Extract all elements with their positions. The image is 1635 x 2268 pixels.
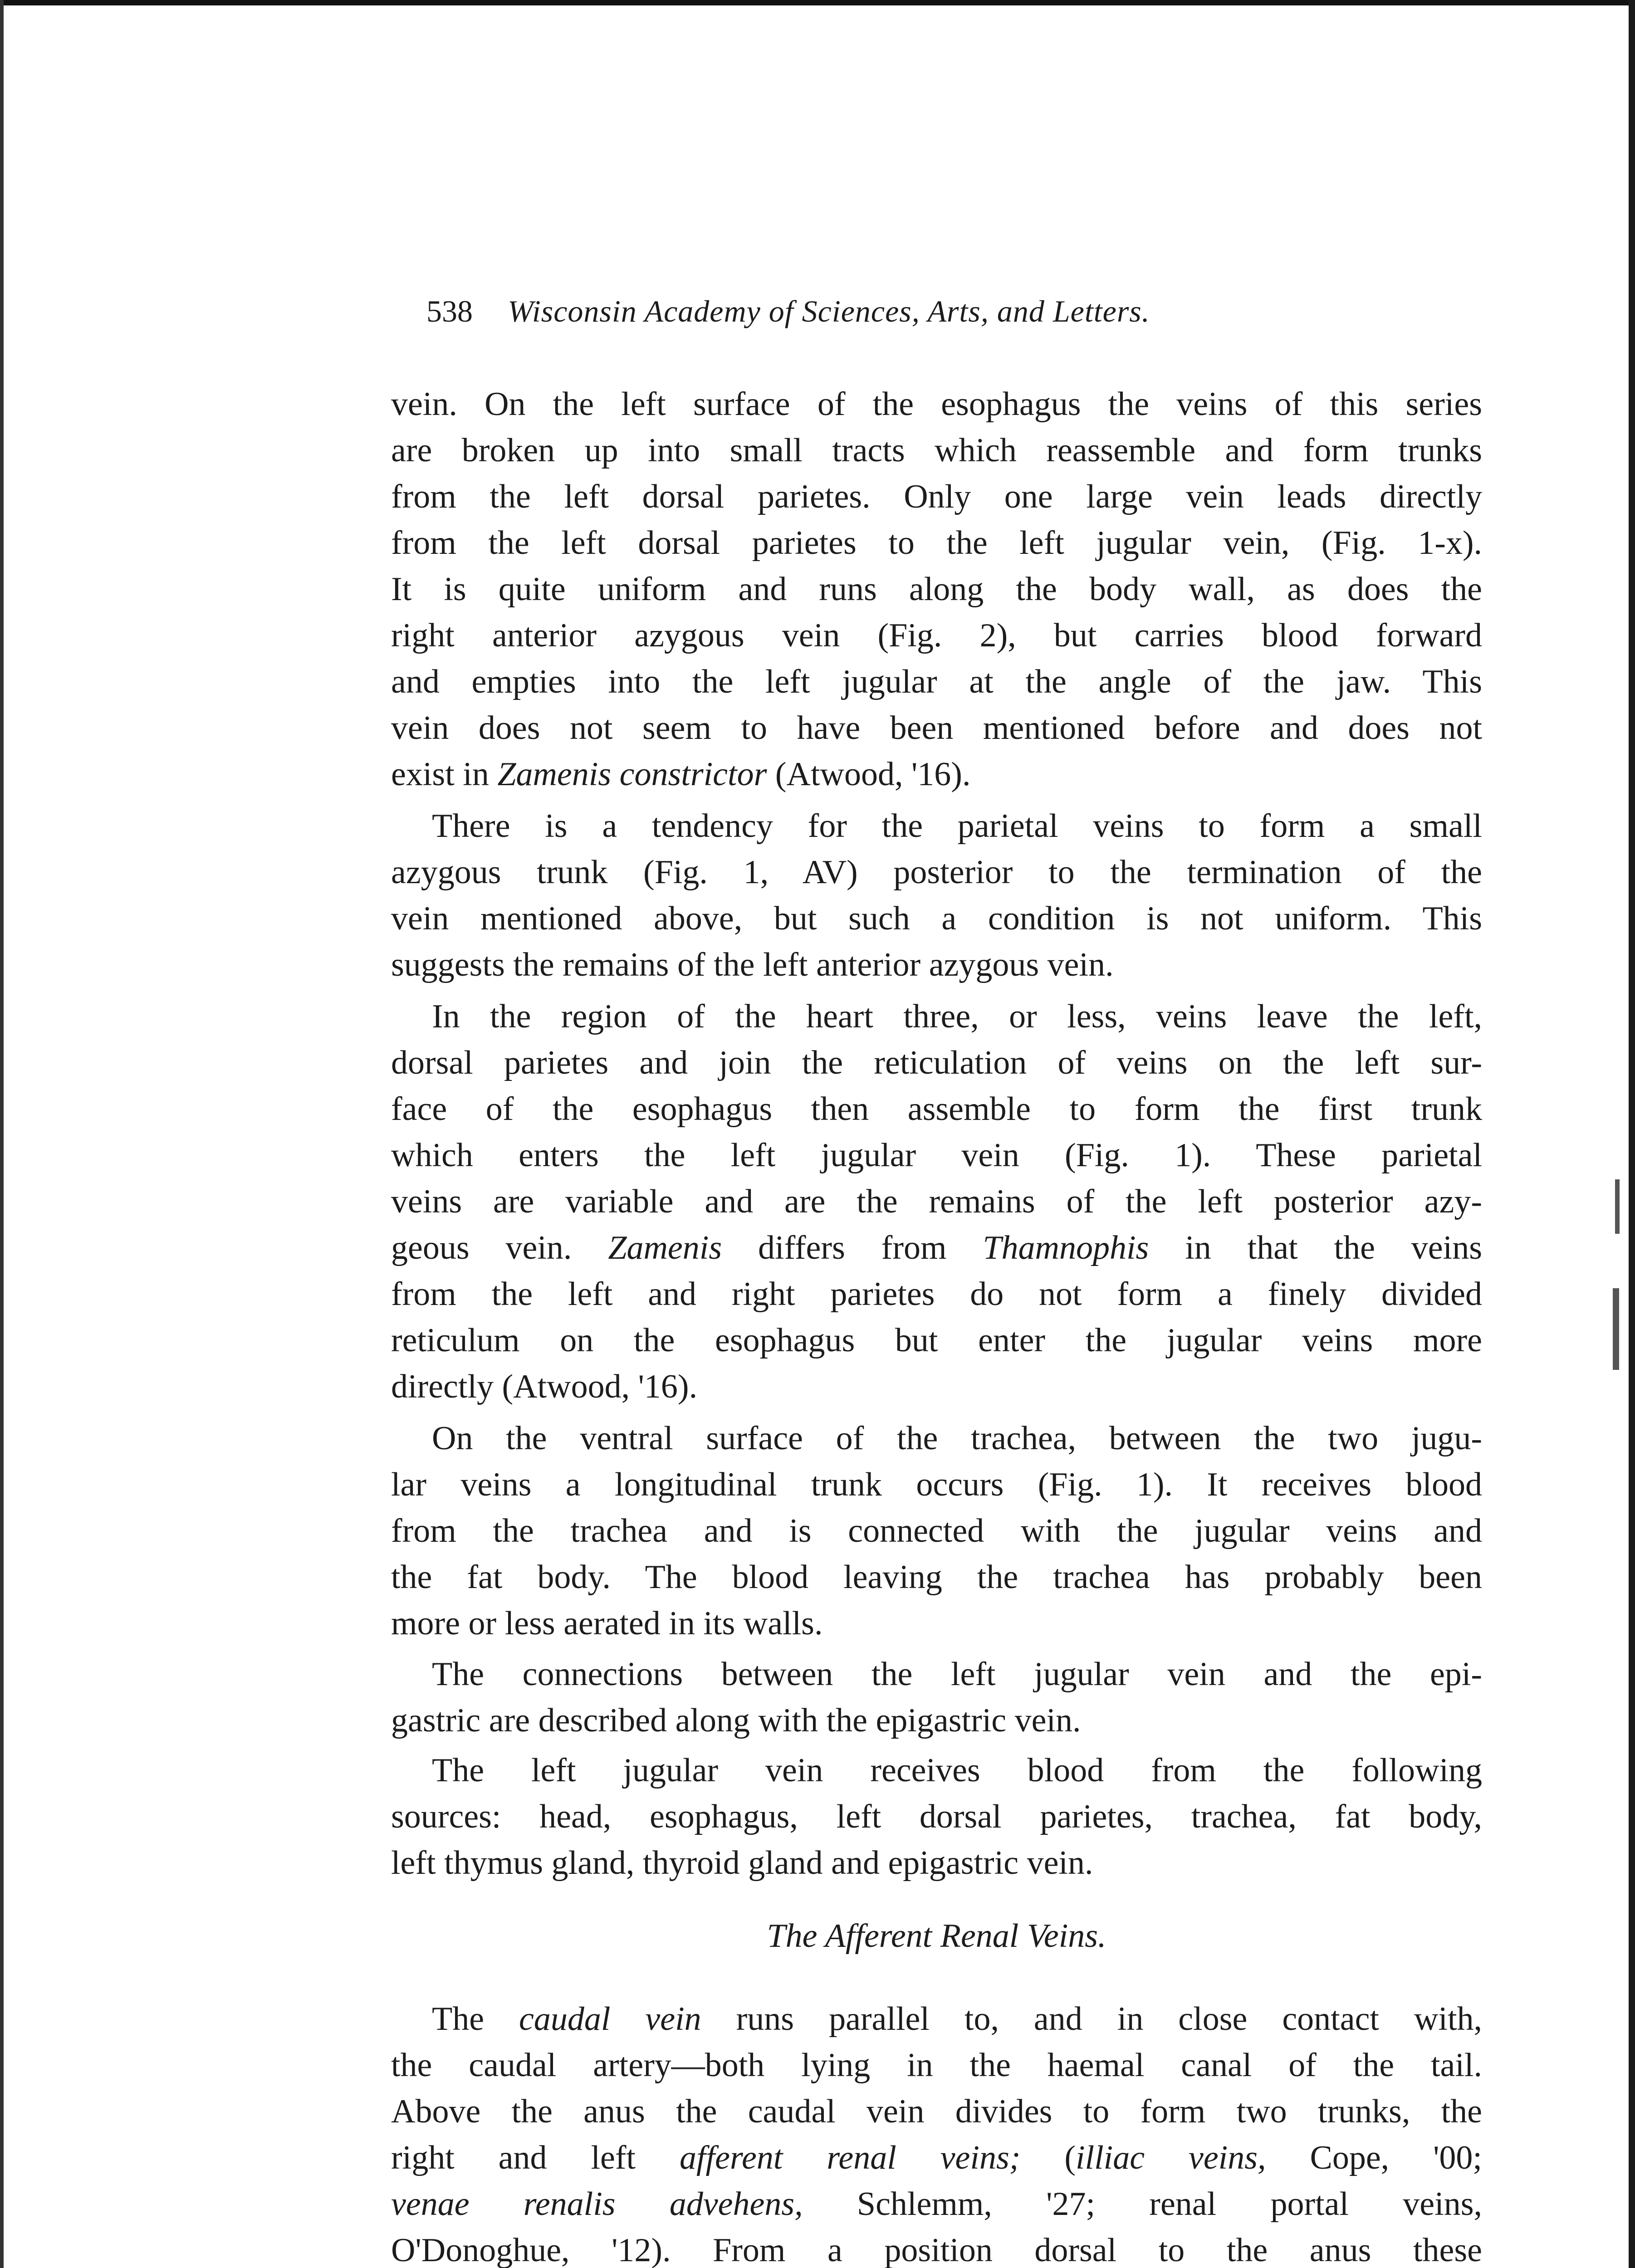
edge-mark — [1613, 1288, 1619, 1370]
text-line — [391, 751, 1482, 797]
genus-name: Thamnophis — [983, 1229, 1149, 1266]
term: illiac veins, — [1075, 2139, 1266, 2176]
text-line: sources: head, esophagus, left dorsal parietes, trachea, fat body, — [391, 1798, 1482, 1835]
species-name: Zamenis constrictor — [497, 756, 767, 793]
text-line: On the ventral surface of the trachea, between the two jugu- — [432, 1420, 1482, 1457]
text-line: dorsal parietes and join the reticulation of veins on the left sur- — [391, 1044, 1482, 1081]
text-line — [391, 2181, 1482, 2227]
text-line: reticulum on the esophagus but enter the jugular veins more — [391, 1322, 1482, 1359]
text-run: (Atwood, '16). — [767, 756, 971, 793]
text-line: Above the anus the caudal vein divides to form two trunks, the — [391, 2093, 1482, 2130]
term: venae renalis advehens, — [391, 2185, 803, 2223]
text-line: more or less aerated in its walls. — [391, 1605, 823, 1642]
text-line: The connections between the left jugular vein and the epi- — [432, 1656, 1482, 1693]
text-line: from the left dorsal parietes. Only one large vein leads directly — [391, 478, 1482, 515]
text-line: the caudal artery—both lying in the haemal canal of the tail. — [391, 2047, 1482, 2084]
text-run: The — [432, 2000, 519, 2038]
text-line: vein mentioned above, but such a condition is not uniform. This — [391, 900, 1482, 937]
text-line: gastric are described along with the epigastric vein. — [391, 1702, 1081, 1739]
text-line: The left jugular vein receives blood from the following — [432, 1752, 1482, 1789]
text-line: the fat body. The blood leaving the trachea has probably been — [391, 1559, 1482, 1596]
page-edge-right — [1629, 0, 1635, 2268]
text-line: vein does not seem to have been mentioned before and does not — [391, 709, 1482, 747]
text-run: ( — [1020, 2139, 1076, 2176]
running-header — [426, 288, 1533, 334]
text-line: face of the esophagus then assemble to form the first trunk — [391, 1090, 1482, 1128]
text-line: left thymus gland, thyroid gland and epigastric vein. — [391, 1844, 1093, 1882]
text-line: directly (Atwood, '16). — [391, 1368, 698, 1405]
genus-name: Zamenis — [608, 1229, 722, 1266]
text-line: from the left dorsal parietes to the left jugular vein, (Fig. 1-x). — [391, 524, 1482, 562]
text-line: are broken up into small tracts which reassemble and form trunks — [391, 432, 1482, 469]
term: afferent renal veins; — [679, 2139, 1021, 2176]
page-number: 538 — [426, 294, 473, 328]
text-line — [391, 1225, 1482, 1271]
text-run: geous vein. — [391, 1229, 608, 1266]
text-run: exist in — [391, 756, 498, 793]
text-run: runs parallel to, and in close contact with, — [701, 2000, 1483, 2038]
text-line: from the left and right parietes do not form a finely divided — [391, 1276, 1482, 1313]
text-line: suggests the remains of the left anterior azygous vein. — [391, 946, 1114, 983]
text-run: Schlemm, '27; renal portal veins, — [803, 2185, 1482, 2223]
text-run: differs from — [722, 1229, 983, 1266]
text-line: lar veins a longitudinal trunk occurs (Fig. 1). It receives blood — [391, 1466, 1482, 1503]
text-line: O'Donoghue, '12). From a position dorsal to the anus these — [391, 2232, 1482, 2268]
text-line: azygous trunk (Fig. 1, AV) posterior to the termination of the — [391, 854, 1482, 891]
term: caudal vein — [519, 2000, 701, 2038]
section-heading: The Afferent Renal Veins. — [767, 1917, 1106, 1955]
page-edge-top — [0, 0, 1635, 5]
edge-mark — [1615, 1179, 1620, 1234]
text-line: from the trachea and is connected with the jugular veins and — [391, 1512, 1482, 1549]
text-run: right and left — [391, 2139, 680, 2176]
text-run: in that the veins — [1149, 1229, 1483, 1266]
text-line: which enters the left jugular vein (Fig. 1). These parietal — [391, 1137, 1482, 1174]
text-line: veins are variable and are the remains of the left posterior azy- — [391, 1183, 1482, 1220]
text-line: right anterior azygous vein (Fig. 2), but carries blood forward — [391, 617, 1482, 654]
text-line: vein. On the left surface of the esophagus the veins of this series — [391, 386, 1482, 423]
text-line: It is quite uniform and runs along the body wall, as does the — [391, 571, 1482, 608]
text-run: Cope, '00; — [1266, 2139, 1482, 2176]
running-title: Wisconsin Academy of Sciences, Arts, and Letters. — [508, 294, 1150, 328]
page-edge-left — [0, 0, 4, 2268]
text-line — [391, 2135, 1482, 2181]
text-line: and empties into the left jugular at the angle of the jaw. This — [391, 663, 1482, 700]
text-line — [432, 1996, 1482, 2042]
text-line: There is a tendency for the parietal veins to form a small — [432, 807, 1482, 845]
text-line: In the region of the heart three, or less, veins leave the left, — [432, 998, 1482, 1035]
